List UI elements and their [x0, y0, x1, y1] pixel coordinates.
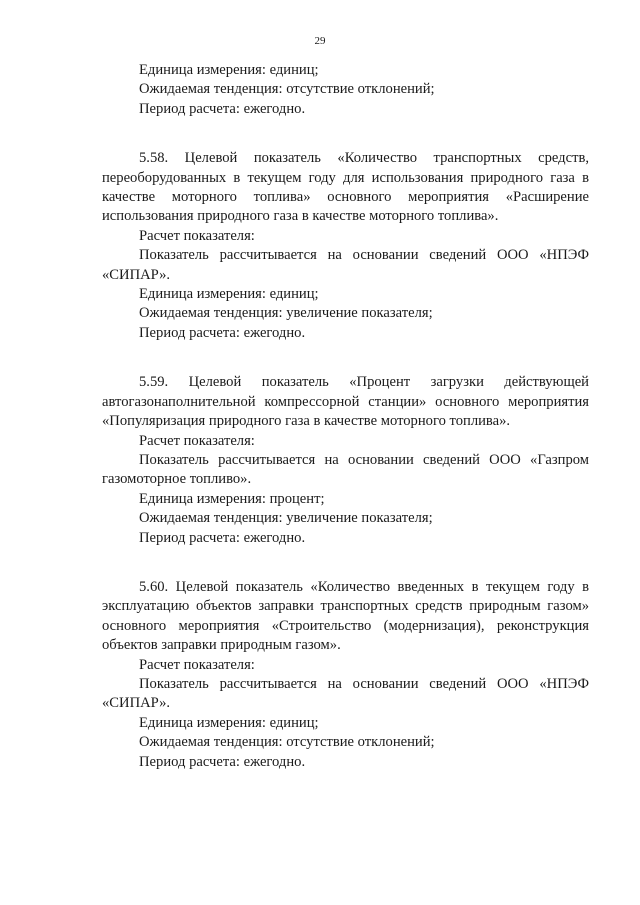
- intro-trend: Ожидаемая тенденция: отсутствие отклонений;: [139, 81, 435, 98]
- calc-label: Расчет показателя:: [139, 227, 255, 244]
- intro-block: [102, 61, 589, 119]
- trend-line: Ожидаемая тенденция: увеличение показателя;: [139, 510, 433, 527]
- calc-text: Показатель рассчитывается на основании сведений ООО «НПЭФ «СИПАР».: [102, 247, 589, 283]
- period-line: Период расчета: ежегодно.: [139, 529, 306, 546]
- calc-label: Расчет показателя:: [139, 656, 255, 673]
- intro-unit: Единица измерения: единиц;: [139, 62, 319, 78]
- section-heading: 5.60. Целевой показатель «Количество введенных в текущем году в эксплуатацию объектов заправки транспортных средств природным газом» основного мероприятия «Строительство (модернизация), реконструкция объектов заправки природным газом».: [102, 578, 589, 654]
- calc-label: Расчет показателя:: [139, 432, 255, 449]
- period-line: Период расчета: ежегодно.: [139, 753, 306, 770]
- unit-line: Единица измерения: единиц;: [139, 714, 319, 731]
- section-heading: 5.58. Целевой показатель «Количество транспортных средств, переоборудованных в текущем году для использования природного газа в качестве моторного топлива» основного мероприятия «Расширение использования природного газа в качестве моторного топлива».: [102, 150, 589, 225]
- unit-line: Единица измерения: процент;: [139, 490, 325, 507]
- section-5-59: [102, 373, 589, 548]
- section-5-60: [102, 578, 589, 772]
- unit-line: Единица измерения: единиц;: [139, 286, 319, 303]
- period-line: Период расчета: ежегодно.: [139, 324, 306, 341]
- trend-line: Ожидаемая тенденция: отсутствие отклонений;: [139, 734, 435, 751]
- calc-text: Показатель рассчитывается на основании сведений ООО «НПЭФ «СИПАР».: [102, 675, 589, 712]
- calc-text: Показатель рассчитывается на основании сведений ООО «Газпром газомоторное топливо».: [102, 451, 589, 488]
- intro-period: Период расчета: ежегодно.: [139, 100, 306, 117]
- section-heading: 5.59. Целевой показатель «Процент загрузки действующей автогазонаполнительной компрессорной станции» основного мероприятия «Популяризация природного газа в качестве моторного топлива».: [102, 374, 589, 430]
- document-body: [102, 61, 589, 772]
- trend-line: Ожидаемая тенденция: увеличение показателя;: [139, 305, 433, 322]
- section-5-58: [102, 149, 589, 343]
- page-number: 29: [314, 35, 326, 47]
